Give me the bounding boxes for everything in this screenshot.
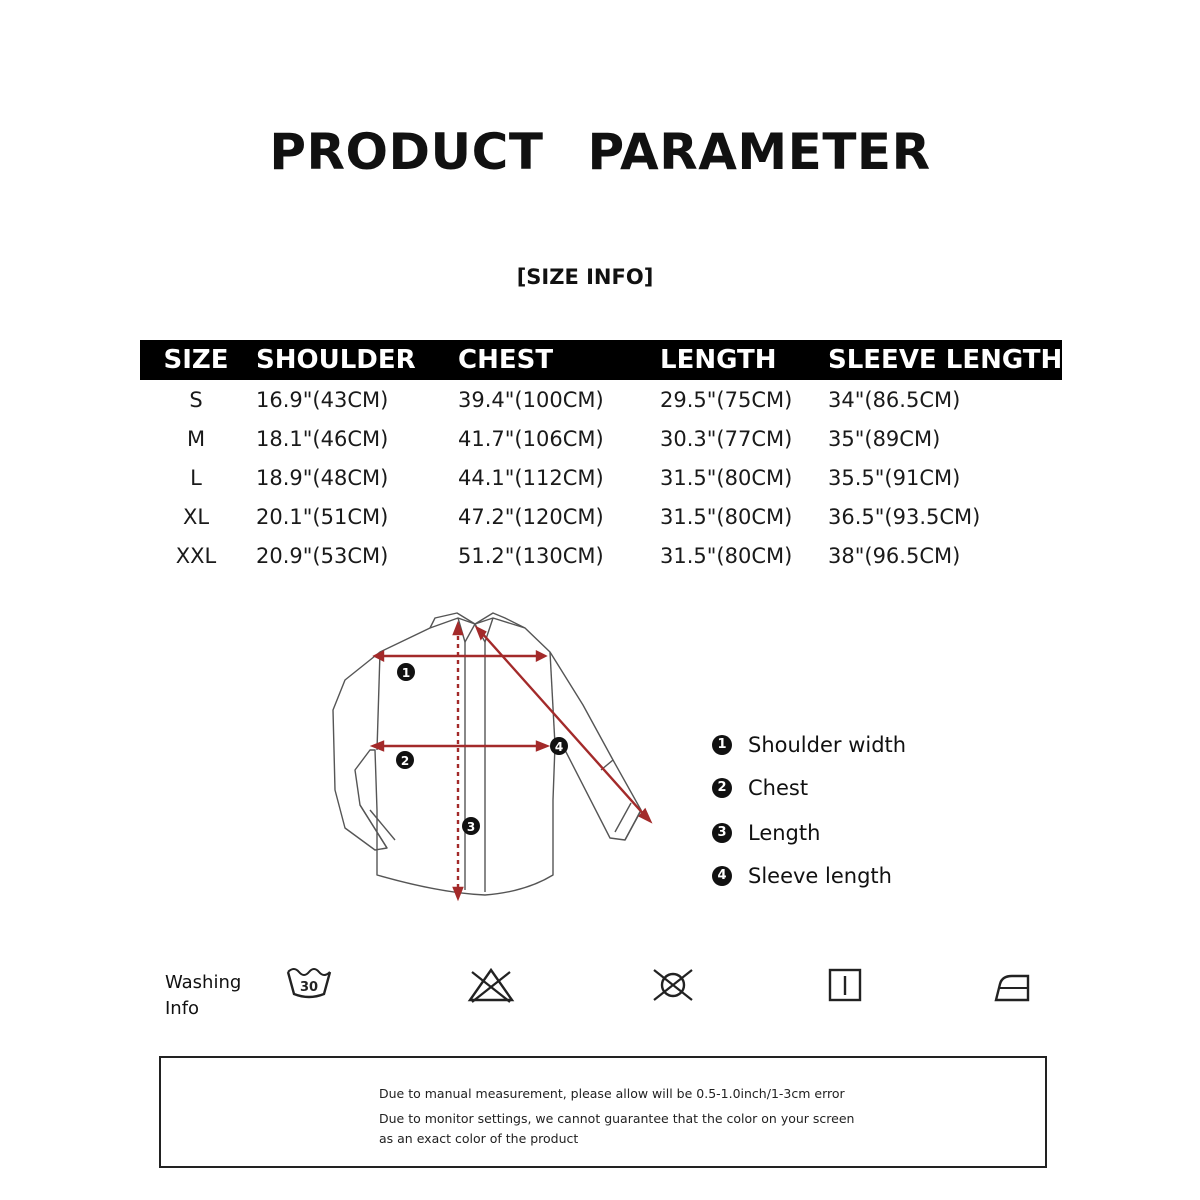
col-header-chest: CHEST: [458, 345, 554, 375]
cell-size: XXL: [175, 543, 217, 568]
cell-size: XL: [182, 504, 210, 529]
cell-length: 30.3"(77CM): [660, 426, 793, 451]
cell-length: 31.5"(80CM): [660, 465, 793, 490]
legend-item: [712, 818, 820, 848]
iron-icon: [990, 962, 1040, 1008]
wash-30-icon: [284, 962, 334, 1008]
marker-1: 1: [401, 666, 411, 680]
cell-sleeve-length: 38"(96.5CM): [828, 543, 961, 568]
cell-shoulder: 16.9"(43CM): [256, 387, 389, 412]
title-word-parameter: PARAMETER: [587, 123, 931, 181]
legend-item: [712, 861, 892, 891]
page-title: [0, 122, 1200, 182]
line-dry-icon: [820, 962, 870, 1008]
legend-label: Length: [748, 821, 821, 845]
section-subtitle: [SIZE INFO]: [516, 265, 654, 289]
legend-number: 1: [712, 735, 732, 755]
cell-chest: 41.7"(106CM): [458, 426, 604, 451]
col-header-size: SIZE: [163, 345, 229, 375]
cell-length: 29.5"(75CM): [660, 387, 793, 412]
no-tumble-dry-icon: [648, 962, 698, 1008]
cell-chest: 44.1"(112CM): [458, 465, 604, 490]
legend-label: Sleeve length: [748, 864, 892, 888]
col-header-shoulder: SHOULDER: [256, 345, 416, 375]
measurement-lines: [373, 624, 650, 898]
cell-size: L: [190, 465, 202, 490]
cell-sleeve-length: 34"(86.5CM): [828, 387, 961, 412]
marker-2: 2: [400, 754, 410, 768]
legend-number: 2: [712, 778, 732, 798]
legend-item: [712, 730, 906, 760]
table-row: [140, 419, 1062, 458]
wash-temp: 30: [299, 980, 319, 995]
legend-number: 3: [712, 823, 732, 843]
legend-label: Chest: [748, 776, 809, 800]
disclaimer-line-1: Due to manual measurement, please allow will be 0.5-1.0inch/1-3cm error: [379, 1086, 845, 1101]
shirt-measurement-diagram: [325, 610, 665, 905]
cell-sleeve-length: 35"(89CM): [828, 426, 941, 451]
legend-number: 4: [712, 866, 732, 886]
washing-label-line1: Washing: [165, 972, 242, 993]
cell-length: 31.5"(80CM): [660, 543, 793, 568]
disclaimer-box: [159, 1056, 1047, 1168]
cell-shoulder: 20.1"(51CM): [256, 504, 389, 529]
cell-sleeve-length: 36.5"(93.5CM): [828, 504, 981, 529]
cell-sleeve-length: 35.5"(91CM): [828, 465, 961, 490]
title-word-product: PRODUCT: [269, 123, 544, 181]
size-table-header: [140, 340, 1062, 380]
marker-3: 3: [466, 820, 476, 834]
no-bleach-icon: [466, 962, 516, 1008]
cell-shoulder: 20.9"(53CM): [256, 543, 389, 568]
disclaimer-line-3: as an exact color of the product: [379, 1131, 579, 1146]
cell-shoulder: 18.9"(48CM): [256, 465, 389, 490]
legend-item: [712, 773, 808, 803]
cell-chest: 39.4"(100CM): [458, 387, 604, 412]
washing-info-label: [165, 970, 255, 1022]
cell-length: 31.5"(80CM): [660, 504, 793, 529]
col-header-sleeve-length: SLEEVE LENGTH: [828, 345, 1063, 375]
cell-shoulder: 18.1"(46CM): [256, 426, 389, 451]
washing-label-line2: Info: [165, 998, 200, 1019]
cell-chest: 51.2"(130CM): [458, 543, 604, 568]
cell-size: S: [189, 387, 203, 412]
table-row: [140, 536, 1062, 575]
cell-chest: 47.2"(120CM): [458, 504, 604, 529]
table-row: [140, 380, 1062, 419]
legend-label: Shoulder width: [748, 733, 907, 757]
cell-size: M: [186, 426, 206, 451]
marker-4: 4: [554, 740, 564, 754]
size-table: [140, 340, 1062, 575]
table-row: [140, 458, 1062, 497]
disclaimer-line-2: Due to monitor settings, we cannot guarantee that the color on your screen: [379, 1111, 855, 1126]
table-row: [140, 497, 1062, 536]
col-header-length: LENGTH: [660, 345, 777, 375]
